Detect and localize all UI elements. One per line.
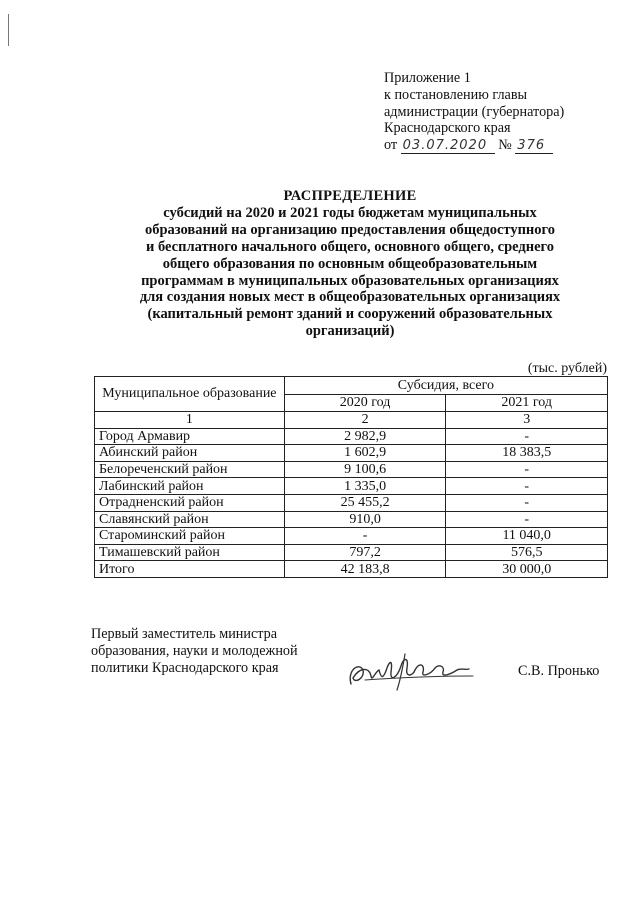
signer-line-1: Первый заместитель министра xyxy=(91,626,278,642)
municipality-name: Лабинский район xyxy=(95,478,285,495)
document-title xyxy=(92,188,608,340)
signature-icon xyxy=(345,648,475,694)
title-line: для создания новых мест в общеобразовательных организациях xyxy=(139,289,561,306)
total-2020: 42 183,8 xyxy=(284,561,446,578)
appendix-line-2: к постановлению главы xyxy=(384,86,528,103)
resolution-number: 376 xyxy=(515,139,553,154)
value-2021: 576,5 xyxy=(446,544,608,561)
table-header-row xyxy=(95,377,608,395)
value-2020: 2 982,9 xyxy=(284,428,446,445)
units-label: (тыс. рублей) xyxy=(527,361,607,376)
appendix-line-1: Приложение 1 xyxy=(384,70,471,86)
signer-line-3: политики Краснодарского края xyxy=(91,659,279,676)
total-row xyxy=(95,561,608,578)
header-2020: 2020 год xyxy=(284,394,446,412)
title-line: образований на организацию предоставления общедоступного xyxy=(144,221,556,238)
table-row xyxy=(95,528,608,545)
value-2021: - xyxy=(446,461,608,478)
signer-line-2: образования, науки и молодежной xyxy=(91,642,298,659)
table-row xyxy=(95,461,608,478)
value-2021: - xyxy=(446,511,608,528)
table-row xyxy=(95,478,608,495)
appendix-date-line xyxy=(384,137,564,154)
title-heading: РАСПРЕДЕЛЕНИЕ xyxy=(283,188,417,204)
title-line: общего образования по основным общеобразовательным xyxy=(162,255,538,272)
table-row xyxy=(95,445,608,462)
value-2020: 910,0 xyxy=(284,511,446,528)
number-label: № xyxy=(498,137,512,154)
title-line: субсидий на 2020 и 2021 годы бюджетам муниципальных xyxy=(163,204,537,221)
column-number: 1 xyxy=(95,412,285,429)
municipality-name: Отрадненский район xyxy=(95,494,285,511)
column-number-row xyxy=(95,412,608,429)
municipality-name: Староминский район xyxy=(95,528,285,545)
scan-edge-mark xyxy=(8,14,9,46)
subsidy-table xyxy=(94,376,608,578)
table-row xyxy=(95,428,608,445)
title-line: (капитальный ремонт зданий и сооружений образовательных xyxy=(147,306,553,323)
municipality-name: Город Армавир xyxy=(95,428,285,445)
table-row xyxy=(95,494,608,511)
value-2020: 9 100,6 xyxy=(284,461,446,478)
header-2021: 2021 год xyxy=(446,394,608,412)
appendix-line-4: Краснодарского края xyxy=(384,120,511,137)
table-row xyxy=(95,511,608,528)
value-2021: 18 383,5 xyxy=(446,445,608,462)
value-2020: 1 335,0 xyxy=(284,478,446,495)
municipality-name: Славянский район xyxy=(95,511,285,528)
from-label: от xyxy=(384,137,398,154)
resolution-date: 03.07.2020 xyxy=(401,139,495,154)
title-line: и бесплатного начального общего, основного общего, среднего xyxy=(146,238,554,255)
header-subsidy: Субсидия, всего xyxy=(284,377,607,395)
appendix-block xyxy=(384,70,564,154)
value-2021: - xyxy=(446,428,608,445)
signer-name: С.В. Пронько xyxy=(518,663,600,679)
column-number: 3 xyxy=(446,412,608,429)
total-2021: 30 000,0 xyxy=(446,561,608,578)
value-2020: 1 602,9 xyxy=(284,445,446,462)
value-2021: 11 040,0 xyxy=(446,528,608,545)
header-municipality: Муниципальное образование xyxy=(95,377,285,412)
municipality-name: Белореченский район xyxy=(95,461,285,478)
title-line: организаций) xyxy=(305,323,395,340)
value-2020: 797,2 xyxy=(284,544,446,561)
value-2020: 25 455,2 xyxy=(284,494,446,511)
value-2021: - xyxy=(446,494,608,511)
municipality-name: Абинский район xyxy=(95,445,285,462)
municipality-name: Тимашевский район xyxy=(95,544,285,561)
total-label: Итого xyxy=(95,561,285,578)
title-line: программам в муниципальных образовательных организациях xyxy=(141,272,559,289)
appendix-line-3: администрации (губернатора) xyxy=(384,103,565,120)
value-2020: - xyxy=(284,528,446,545)
signer-position xyxy=(91,626,298,676)
table-row xyxy=(95,544,608,561)
value-2021: - xyxy=(446,478,608,495)
column-number: 2 xyxy=(284,412,446,429)
